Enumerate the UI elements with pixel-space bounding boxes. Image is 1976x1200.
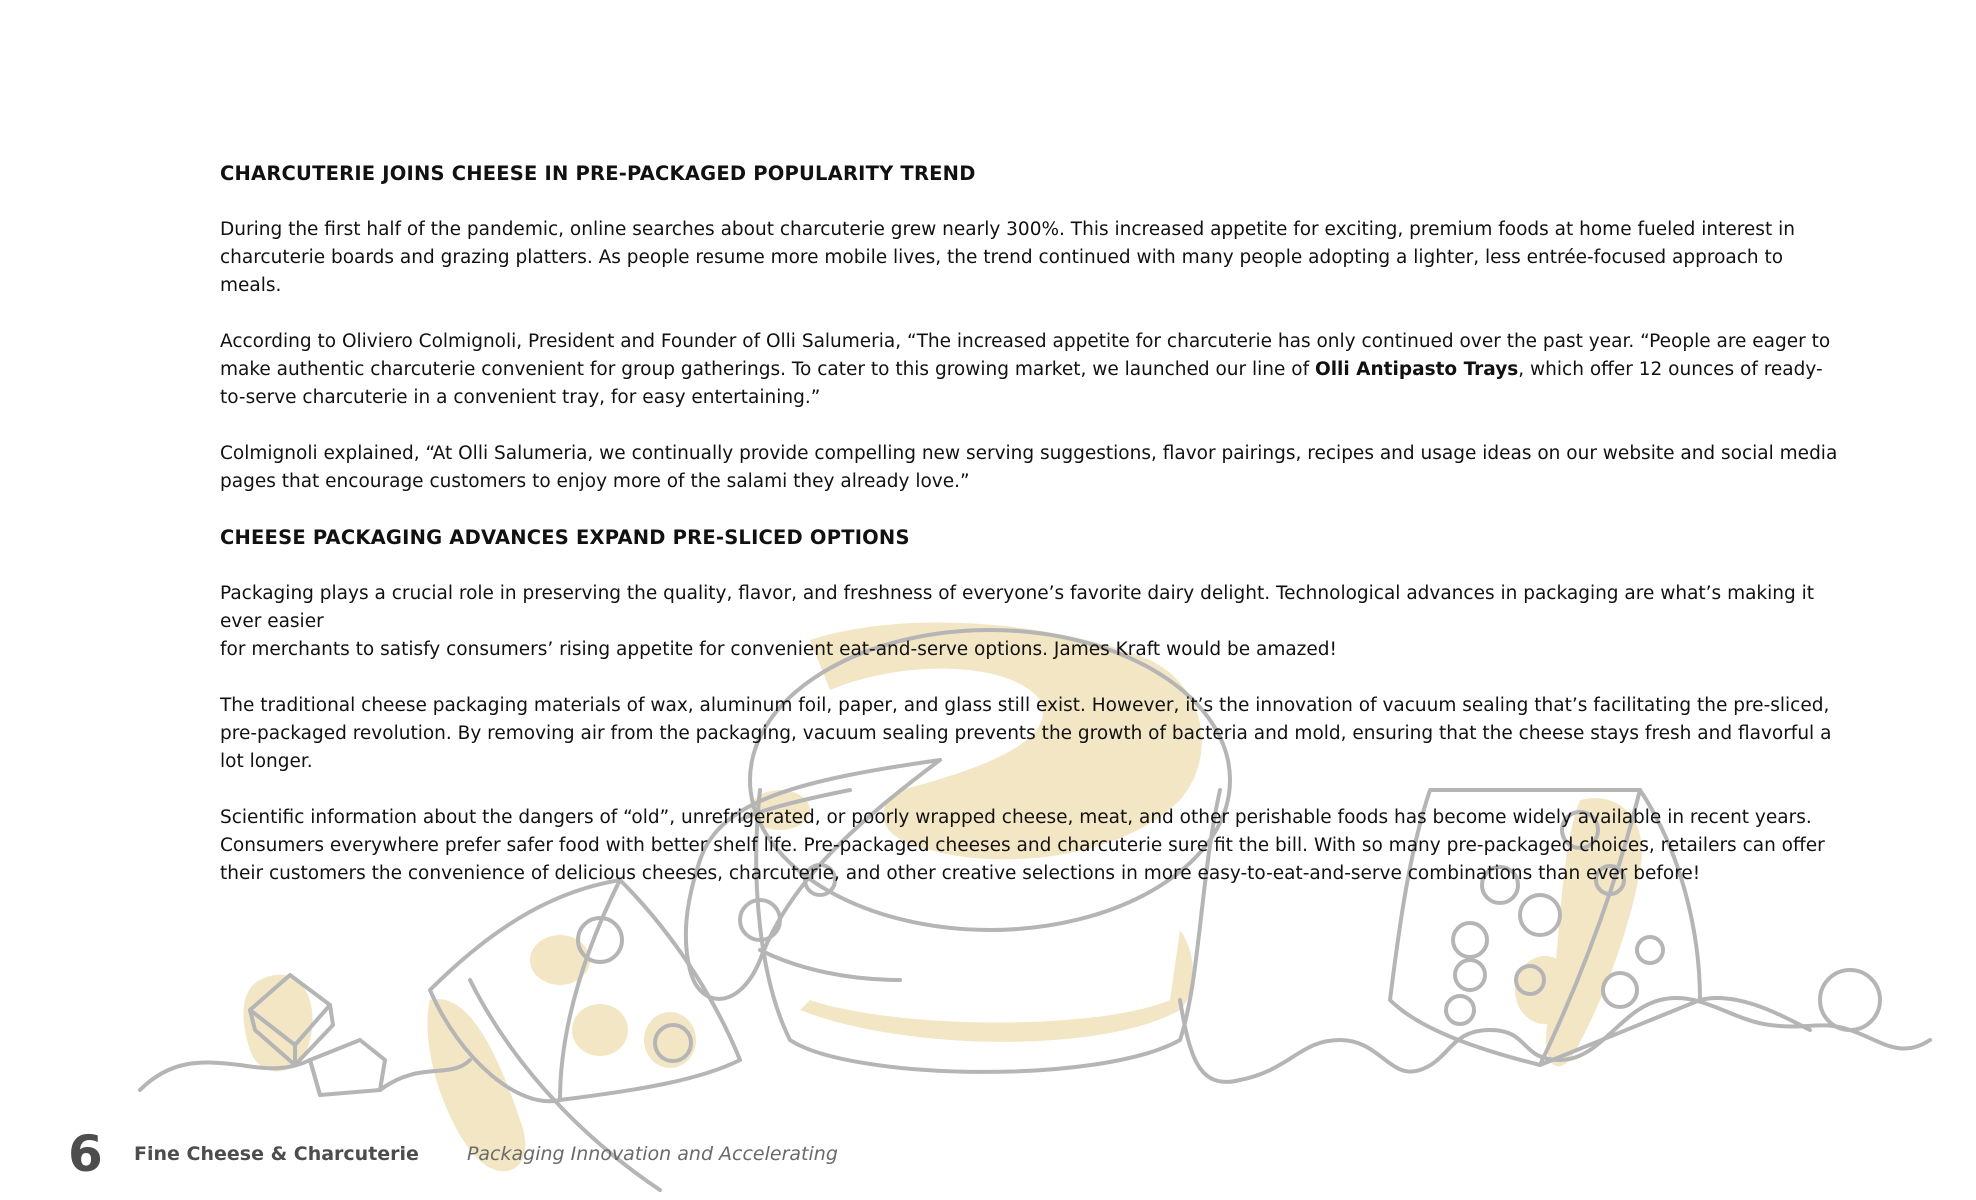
paragraph-packaging-role: [220, 580, 1840, 664]
section-heading-packaging: CHEESE PACKAGING ADVANCES EXPAND PRE-SLICED OPTIONS: [220, 526, 910, 549]
paragraph-food-safety: Scientific information about the dangers of “old”, unrefrigerated, or poorly wrapped cheese, meat, and other perishable foods has become widely available in recent years. Consumers everywhere prefer safer food with better shelf life. Pre-packaged cheeses and charcuterie sure fit the bill. With so many pre-packaged choices, retailers can offer their customers the convenience of delicious cheeses, charcuterie, and other creative selections in more easy-to-eat-and-serve combinations than ever before!: [220, 807, 1825, 884]
section-heading-charcuterie: CHARCUTERIE JOINS CHEESE IN PRE-PACKAGED POPULARITY TREND: [220, 162, 976, 185]
packaging-role-line-1: Packaging plays a crucial role in preserving the quality, flavor, and freshness of everyone’s favorite dairy delight. Technological advances in packaging are what’s making it ever easier: [220, 583, 1815, 632]
paragraph-pandemic-searches: During the first half of the pandemic, online searches about charcuterie grew nearly 300%. This increased appetite for exciting, premium foods at home fueled interest in charcuterie boards and grazing platters. As people resume more mobile lives, the trend continued with many people adopting a lighter, less entrée-focused approach to meals.: [220, 219, 1795, 296]
paragraph-serving-suggestions: Colmignoli explained, “At Olli Salumeria, we continually provide compelling new serving suggestions, flavor pairings, recipes and usage ideas on our website and social media pages that encourage customers to enjoy more of the salami they already love.”: [220, 443, 1838, 492]
packaging-role-line-2: for merchants to satisfy consumers’ rising appetite for convenient eat-and-serve options. James Kraft would be amazed!: [220, 639, 1337, 660]
paragraph-colmignoli-quote: [220, 328, 1840, 412]
quote-text-start: According to Oliviero Colmignoli, President and Founder of Olli Salumeria, “The increased appetite for charcuterie has only continued over the past year. “People are eager to make authentic charcuterie convenient for group gatherings. To cater to this growing market, we launched our line of: [220, 331, 1831, 380]
section-title: Packaging Innovation and Accelerating: [466, 1143, 838, 1165]
quote-text-end: , which offer 12 ounces of ready-to-serve charcuterie in a convenient tray, for easy entertaining.”: [220, 359, 1823, 408]
paragraph-vacuum-sealing: The traditional cheese packaging materials of wax, aluminum foil, paper, and glass still exist. However, it’s the innovation of vacuum sealing that’s facilitating the pre-sliced, pre-packaged revolution. By removing air from the packaging, vacuum sealing prevents the growth of bacteria and mold, ensuring that the cheese stays fresh and flavorful a lot longer.: [220, 695, 1832, 772]
product-name-antipasto-trays: Olli Antipasto Trays: [1314, 359, 1519, 380]
page-number: 6: [68, 1125, 103, 1183]
publication-title: Fine Cheese & Charcuterie: [134, 1143, 419, 1165]
page-footer: [68, 1124, 838, 1184]
article-body: [220, 160, 1840, 916]
